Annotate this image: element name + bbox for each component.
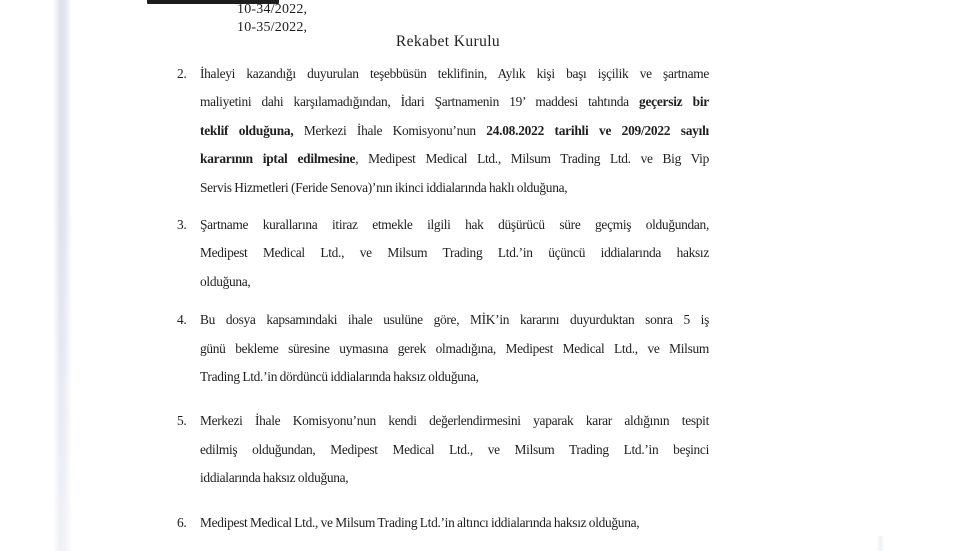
page-left-edge-shadow (53, 0, 72, 551)
text-line: Medipest Medical Ltd., ve Milsum Trading Ltd.’in altıncı iddialarında haksız olduğuna, (200, 514, 640, 530)
text-line: İhaleyi kazandığı duyurulan teşebbüsün teklifinin, Aylık kişi başı işçilik ve şartname (200, 66, 709, 81)
text-line: Servis Hizmetleri (Feride Senova)’nın ikinci iddialarında haklı olduğuna, (200, 179, 568, 195)
paragraph (177, 306, 709, 391)
text-line: edilmiş olduğundan, Medipest Medical Ltd., ve Milsum Trading Ltd.’in beşinci (200, 441, 709, 457)
case-number-list (237, 1, 307, 36)
text-line: Medipest Medical Ltd., ve Milsum Trading Ltd.’in üçüncü iddialarında haksız (200, 245, 709, 261)
text-line: maliyetini dahi karşılamadığından, İdari Şartnamenin 19’ maddesi tahtında geçersiz bir (200, 94, 709, 110)
text-line: olduğuna, (200, 273, 251, 289)
document-heading: Rekabet Kurulu (395, 33, 501, 50)
paragraph (177, 211, 709, 296)
paragraph-number: 2. (177, 66, 187, 81)
decision-paragraphs (177, 60, 709, 537)
case-number: 10-35/2022, (237, 19, 308, 35)
paragraph-number: 5. (177, 413, 187, 429)
paragraph-number: 3. (177, 217, 187, 233)
scan-artifact (876, 536, 885, 551)
paragraph-text (200, 60, 709, 202)
paragraph (177, 509, 709, 537)
paragraph-text (200, 509, 709, 537)
text-line: Şartname kurallarına itiraz etmekle ilgili hak düşürücü süre geçmiş olduğundan, (200, 217, 709, 233)
text-line: Merkezi İhale Komisyonu’nun kendi değerlendirmesini yaparak karar aldığının tespit (200, 413, 709, 429)
text-line: günü bekleme süresine uymasına gerek olmadığına, Medipest Medical Ltd., ve Milsum (200, 340, 709, 356)
paragraph-text (200, 407, 709, 492)
text-line: iddialarında haksız olduğuna, (200, 470, 349, 486)
paragraph-number: 6. (177, 514, 187, 530)
paragraph (177, 407, 709, 492)
paragraph-text (200, 306, 709, 391)
text-line: kararının iptal edilmesine, Medipest Medical Ltd., Milsum Trading Ltd. ve Big Vip (200, 151, 709, 167)
paragraph-number: 4. (177, 312, 187, 328)
paragraph (177, 60, 709, 202)
text-line: Trading Ltd.’in dördüncü iddialarında haksız olduğuna, (200, 369, 479, 385)
text-line: teklif olduğuna, Merkezi İhale Komisyonu’nun 24.08.2022 tarihli ve 209/2022 sayılı (200, 122, 710, 138)
case-number: 10-34/2022, (237, 2, 308, 17)
paragraph-text (200, 211, 709, 296)
text-line: Bu dosya kapsamındaki ihale usulüne göre, MİK’in kararını duyurduktan sonra 5 iş (200, 312, 709, 328)
